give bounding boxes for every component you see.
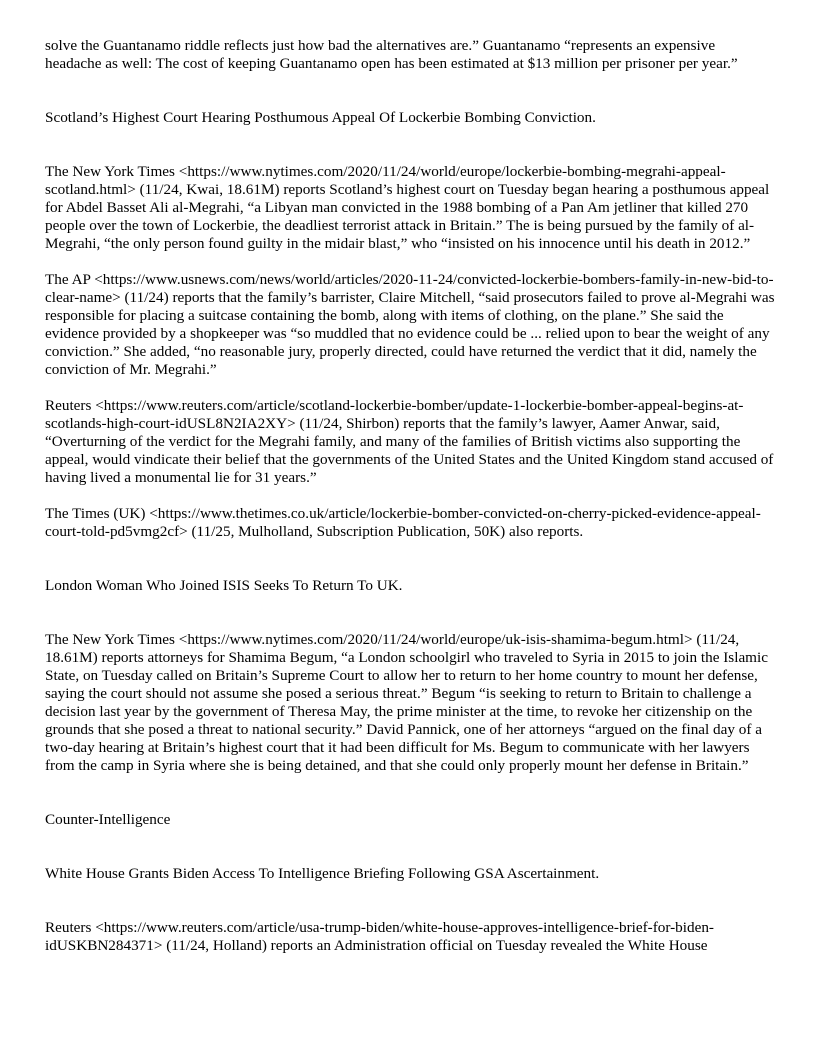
document-page xyxy=(45,37,775,973)
paragraph-ap-lockerbie: The AP <https://www.usnews.com/news/world/articles/2020-11-24/convicted-lockerbie-bombers-family-in-new-bid-to-clear-name> (11/24) reports that the family’s barrister, Claire Mitchell, “said prosecutors failed to prove al-Megrahi was responsible for placing a suitcase containing the bomb, along with items of clothing, on the plane.” She said the evidence provided by a shopkeeper was “so muddled that no evidence could be ... relied upon to bear the weight of any conviction.” She added, “no reasonable jury, properly directed, could have returned the verdict that it did, namely the conviction of Mr. Megrahi.” xyxy=(45,271,775,378)
paragraph-reuters-biden: Reuters <https://www.reuters.com/article/usa-trump-biden/white-house-approves-intelligence-brief-for-biden-idUSKBN284371> (11/24, Holland) reports an Administration official on Tuesday revealed the White House xyxy=(45,919,714,954)
paragraph-guantanamo-cost: solve the Guantanamo riddle reflects just how bad the alternatives are.” Guantanamo “represents an expensive headache as well: The cost of keeping Guantanamo open has been estimated at $13 million per prisoner per year.” xyxy=(45,37,738,72)
headline-lockerbie-appeal: Scotland’s Highest Court Hearing Posthumous Appeal Of Lockerbie Bombing Conviction. xyxy=(45,109,596,126)
paragraph-nyt-begum: The New York Times <https://www.nytimes.com/2020/11/24/world/europe/uk-isis-shamima-begum.html> (11/24, 18.61M) reports attorneys for Shamima Begum, “a London schoolgirl who traveled to Syria in 2015 to join the Islamic State, on Tuesday called on Britain’s Supreme Court to allow her to return to her home country to mount her defense, saying the court should not assume she posed a serious threat.” Begum “is seeking to return to Britain to challenge a decision last year by the government of Theresa May, the prime minister at the time, to revoke her citizenship on the grounds that she posed a threat to national security.” David Pannick, one of her attorneys “argued on the final day of a two-day hearing at Britain’s highest court that it had been difficult for Ms. Begum to communicate with her lawyers from the camp in Syria where she is being detained, and that she could only properly mount her defense in Britain.” xyxy=(45,631,768,774)
section-heading-counter-intelligence: Counter-Intelligence xyxy=(45,811,171,828)
headline-biden-briefing: White House Grants Biden Access To Intelligence Briefing Following GSA Ascertainment. xyxy=(45,865,600,882)
paragraph-reuters-lockerbie: Reuters <https://www.reuters.com/article/scotland-lockerbie-bomber/update-1-lockerbie-bomber-appeal-begins-at-scotlands-high-court-idUSL8N2IA2XY> (11/24, Shirbon) reports that the family’s lawyer, Aamer Anwar, said, “Overturning of the verdict for the Megrahi family, and many of the families of British victims also supporting the appeal, would vindicate their belief that the governments of the United States and the United Kingdom stand accused of having lived a monumental lie for 31 years.” xyxy=(45,397,774,486)
headline-isis-woman: London Woman Who Joined ISIS Seeks To Return To UK. xyxy=(45,577,403,594)
paragraph-nyt-lockerbie: The New York Times <https://www.nytimes.com/2020/11/24/world/europe/lockerbie-bombing-megrahi-appeal-scotland.html> (11/24, Kwai, 18.61M) reports Scotland’s highest court on Tuesday began hearing a posthumous appeal for Abdel Basset Ali al-Megrahi, “a Libyan man convicted in the 1988 bombing of a Pan Am jetliner that killed 270 people over the town of Lockerbie, the deadliest terrorist attack in Britain.” The is being pursued by the family of al-Megrahi, “the only person found guilty in the midair blast,” who “insisted on his innocence until his death in 2012.” xyxy=(45,163,770,252)
paragraph-times-lockerbie: The Times (UK) <https://www.thetimes.co.uk/article/lockerbie-bomber-convicted-on-cherry-picked-evidence-appeal-court-told-pd5vmg2cf> (11/25, Mulholland, Subscription Publication, 50K) also reports. xyxy=(45,505,761,540)
